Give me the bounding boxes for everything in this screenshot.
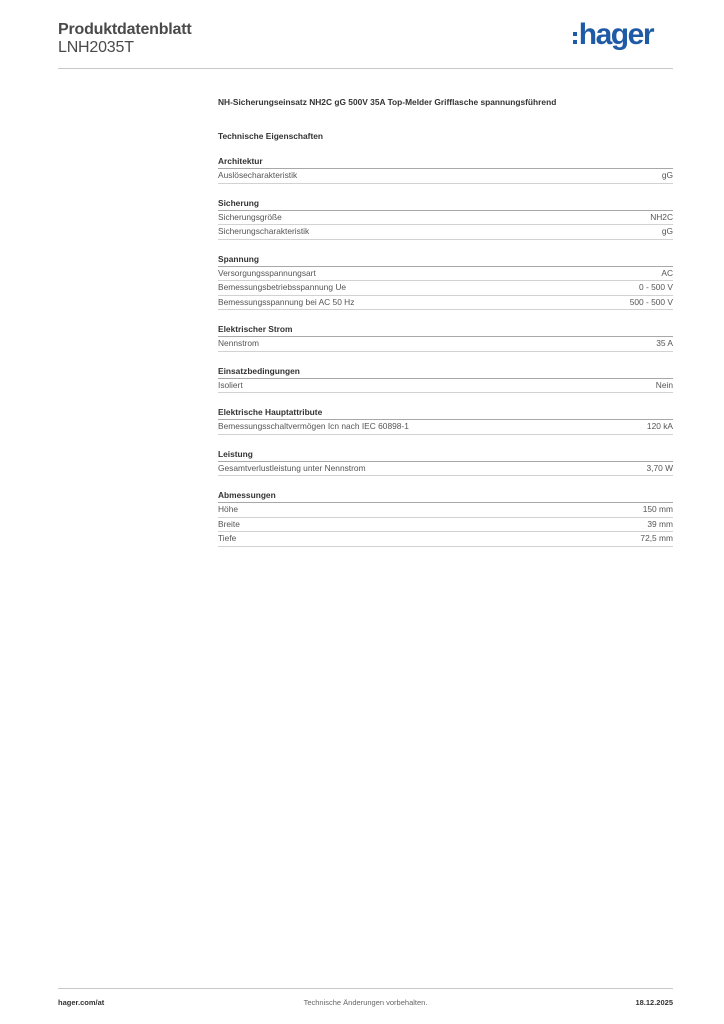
footer-disclaimer: Technische Änderungen vorbehalten.: [303, 998, 428, 1007]
property-label: Breite: [218, 518, 240, 529]
logo-dots-icon: [573, 32, 577, 44]
group-title: Elektrische Hauptattribute: [218, 407, 673, 420]
property-label: Sicherungscharakteristik: [218, 226, 310, 236]
property-value: gG: [661, 226, 673, 236]
property-label: Nennstrom: [218, 338, 259, 348]
property-value: 3,70 W: [646, 462, 673, 473]
page-footer: [58, 997, 673, 1009]
group-title: Sicherung: [218, 198, 673, 211]
property-group: [218, 407, 673, 435]
group-title: Architektur: [218, 156, 673, 169]
property-value: gG: [661, 170, 673, 180]
property-value: 35 A: [656, 338, 673, 348]
product-code: LNH2035T: [58, 39, 134, 56]
datasheet-content: [218, 96, 673, 547]
property-row: [218, 532, 673, 547]
property-label: Isoliert: [218, 379, 243, 390]
property-label: Bemessungsschaltvermögen Icn nach IEC 60898-1: [218, 421, 409, 431]
property-label: Auslösecharakteristik: [218, 170, 298, 180]
property-label: Tiefe: [218, 533, 237, 543]
group-title: Elektrischer Strom: [218, 324, 673, 337]
section-heading: Technische Eigenschaften: [218, 131, 324, 141]
property-value: NH2C: [650, 211, 673, 222]
property-row: [218, 211, 673, 226]
property-row: [218, 267, 673, 282]
property-row: [218, 296, 673, 311]
property-row: [218, 169, 673, 184]
header-divider: [58, 68, 673, 69]
product-description: NH-Sicherungseinsatz NH2C gG 500V 35A Top-Melder Grifflasche spannungsführend: [218, 97, 557, 107]
document-title: Produktdatenblatt: [58, 21, 192, 38]
property-label: Versorgungsspannungsart: [218, 267, 316, 278]
logo-wordmark: hager: [578, 18, 653, 51]
group-title: Abmessungen: [218, 490, 673, 503]
property-value: AC: [661, 267, 673, 278]
property-value: Nein: [655, 379, 673, 390]
property-group: [218, 449, 673, 477]
property-row: [218, 225, 673, 240]
property-group: [218, 156, 673, 184]
property-label: Gesamtverlustleistung unter Nennstrom: [218, 462, 366, 473]
property-row: [218, 420, 673, 435]
property-label: Sicherungsgröße: [218, 211, 282, 222]
page-header: [58, 20, 673, 68]
property-value: 39 mm: [647, 518, 673, 529]
property-group: [218, 490, 673, 547]
hager-logo: [573, 18, 653, 52]
property-row: [218, 281, 673, 296]
footer-website[interactable]: hager.com/at: [58, 998, 105, 1007]
property-label: Bemessungsbetriebsspannung Ue: [218, 282, 347, 292]
property-group: [218, 366, 673, 394]
footer-divider: [58, 988, 673, 989]
property-group: [218, 198, 673, 240]
property-value: 500 - 500 V: [629, 296, 673, 307]
group-title: Spannung: [218, 254, 673, 267]
property-value: 120 kA: [646, 421, 673, 431]
property-group: [218, 254, 673, 311]
property-label: Höhe: [218, 504, 239, 514]
property-row: [218, 503, 673, 518]
property-value: 0 - 500 V: [639, 282, 673, 292]
property-value: 150 mm: [642, 504, 673, 514]
property-group: [218, 324, 673, 352]
property-row: [218, 337, 673, 352]
footer-date: 18.12.2025: [635, 998, 673, 1007]
group-title: Leistung: [218, 449, 673, 462]
property-label: Bemessungsspannung bei AC 50 Hz: [218, 296, 355, 307]
property-value: 72,5 mm: [640, 533, 673, 543]
property-row: [218, 518, 673, 533]
property-groups: [218, 156, 673, 547]
group-title: Einsatzbedingungen: [218, 366, 673, 379]
property-row: [218, 379, 673, 394]
property-row: [218, 462, 673, 477]
